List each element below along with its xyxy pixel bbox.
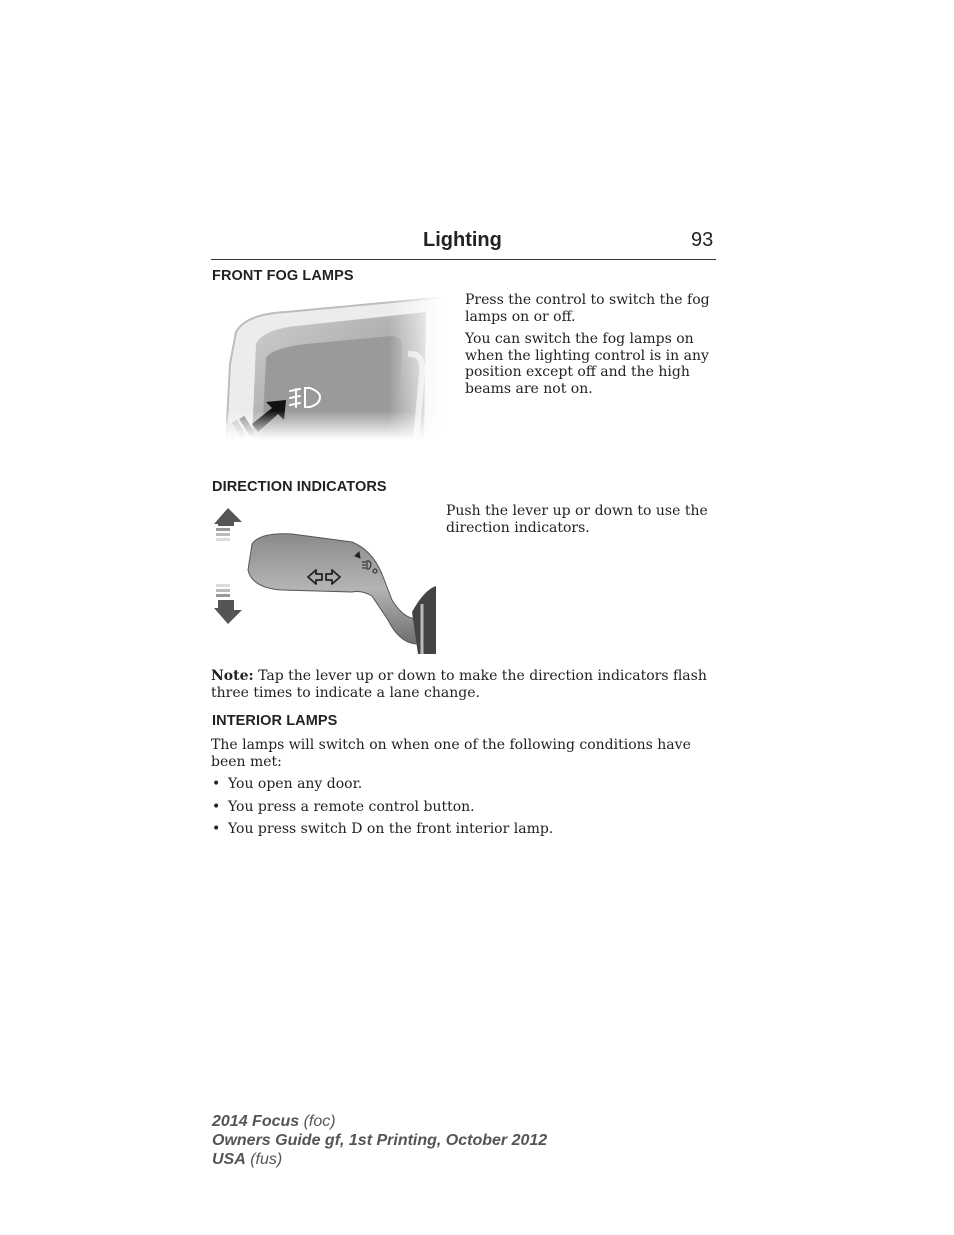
interior-intro: The lamps will switch on when one of the following conditions have been met: — [211, 737, 691, 770]
front-fog-lamps-heading: FRONT FOG LAMPS — [212, 268, 354, 284]
footer-model-code: (foc) — [299, 1113, 336, 1130]
page-title: Lighting — [423, 229, 502, 251]
fog-paragraph-2: You can switch the fog lamps on when the lighting control is in any position except off and the high beams are not on. — [465, 331, 709, 397]
footer-region-code: (fus) — [245, 1151, 283, 1168]
direction-indicators-heading: DIRECTION INDICATORS — [212, 479, 387, 495]
direction-lever-illustration — [212, 504, 436, 654]
direction-lever-drawing — [212, 504, 436, 654]
note-label: Note: — [211, 668, 254, 684]
down-arrow-icon — [214, 584, 242, 624]
up-arrow-icon — [214, 508, 242, 541]
front-fog-lamps-text — [465, 292, 717, 403]
page-number: 93 — [691, 229, 714, 251]
fog-lamp-switch-drawing — [226, 294, 442, 440]
list-item: • You open any door. — [211, 776, 717, 793]
list-item: • You press a remote control button. — [211, 799, 717, 816]
interior-conditions-list — [211, 776, 717, 838]
direction-paragraph: Push the lever up or down to use the direction indicators. — [446, 503, 708, 536]
footer-model: 2014 Focus — [212, 1113, 300, 1130]
footer-region: USA — [212, 1151, 246, 1168]
note-text: Tap the lever up or down to make the direction indicators flash three times to indicate a lane change. — [211, 668, 707, 701]
header-rule — [211, 259, 716, 260]
direction-note — [211, 668, 717, 707]
fog-lamp-switch-illustration — [226, 294, 442, 440]
document-footer — [212, 1112, 547, 1169]
interior-lamps-heading: INTERIOR LAMPS — [212, 713, 338, 729]
direction-indicators-text — [446, 503, 716, 542]
footer-printing: Owners Guide gf, 1st Printing, October 2012 — [212, 1132, 548, 1149]
fog-paragraph-1: Press the control to switch the fog lamps on or off. — [465, 292, 710, 325]
list-item: • You press switch D on the front interior lamp. — [211, 821, 717, 838]
interior-lamps-text — [211, 737, 717, 844]
